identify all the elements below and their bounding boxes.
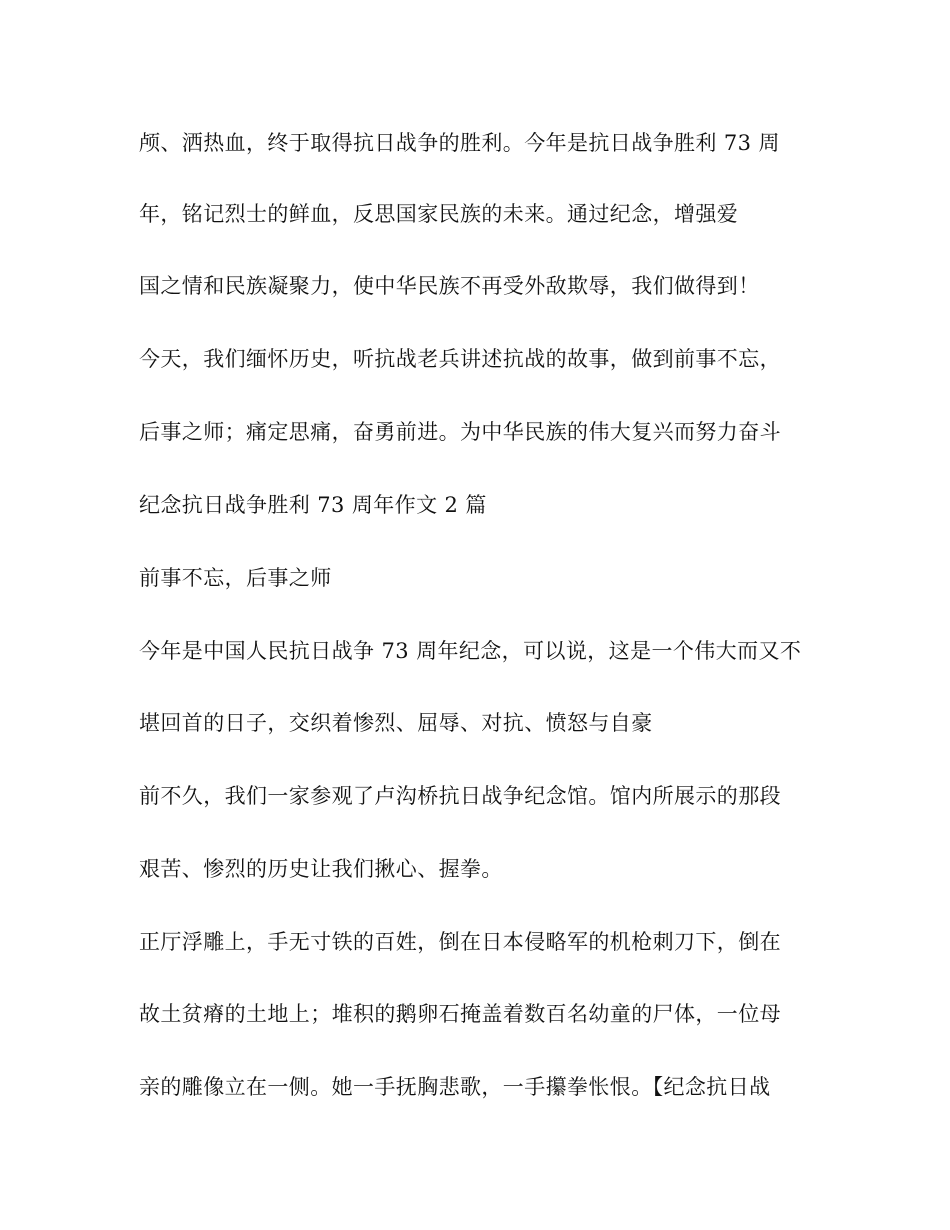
text-line: 艰苦、惨烈的历史让我们揪心、握拳。 xyxy=(139,857,503,881)
text-line: 故土贫瘠的土地上；堆积的鹅卵石掩盖着数百名幼童的尸体，一位母 xyxy=(139,1002,781,1026)
text-line: 堪回首的日子，交织着惨烈、屈辱、对抗、愤怒与自豪 xyxy=(139,711,653,735)
text-line: 国之情和民族凝聚力，使中华民族不再受外敌欺辱，我们做得到！ xyxy=(139,274,760,298)
text-line: 年，铭记烈士的鲜血，反思国家民族的未来。通过纪念，增强爱 xyxy=(139,202,739,226)
text-line: 颅、洒热血，终于取得抗日战争的胜利。今年是抗日战争胜利 73 周 xyxy=(139,131,780,155)
article-subtitle: 前事不忘，后事之师 xyxy=(139,566,332,590)
article-heading: 纪念抗日战争胜利 73 周年作文 2 篇 xyxy=(139,493,487,517)
text-line: 今年是中国人民抗日战争 73 周年纪念，可以说，这是一个伟大而又不 xyxy=(139,639,802,663)
text-line: 正厅浮雕上，手无寸铁的百姓，倒在日本侵略军的机枪刺刀下，倒在 xyxy=(139,930,781,954)
text-line: 亲的雕像立在一侧。她一手抚胸悲歌，一手攥拳怅恨。【纪念抗日战 xyxy=(139,1075,771,1099)
text-line: 今天，我们缅怀历史，听抗战老兵讲述抗战的故事，做到前事不忘， xyxy=(139,347,781,371)
text-line: 后事之师；痛定思痛，奋勇前进。为中华民族的伟大复兴而努力奋斗 xyxy=(139,420,781,444)
text-line: 前不久，我们一家参观了卢沟桥抗日战争纪念馆。馆内所展示的那段 xyxy=(139,784,781,808)
